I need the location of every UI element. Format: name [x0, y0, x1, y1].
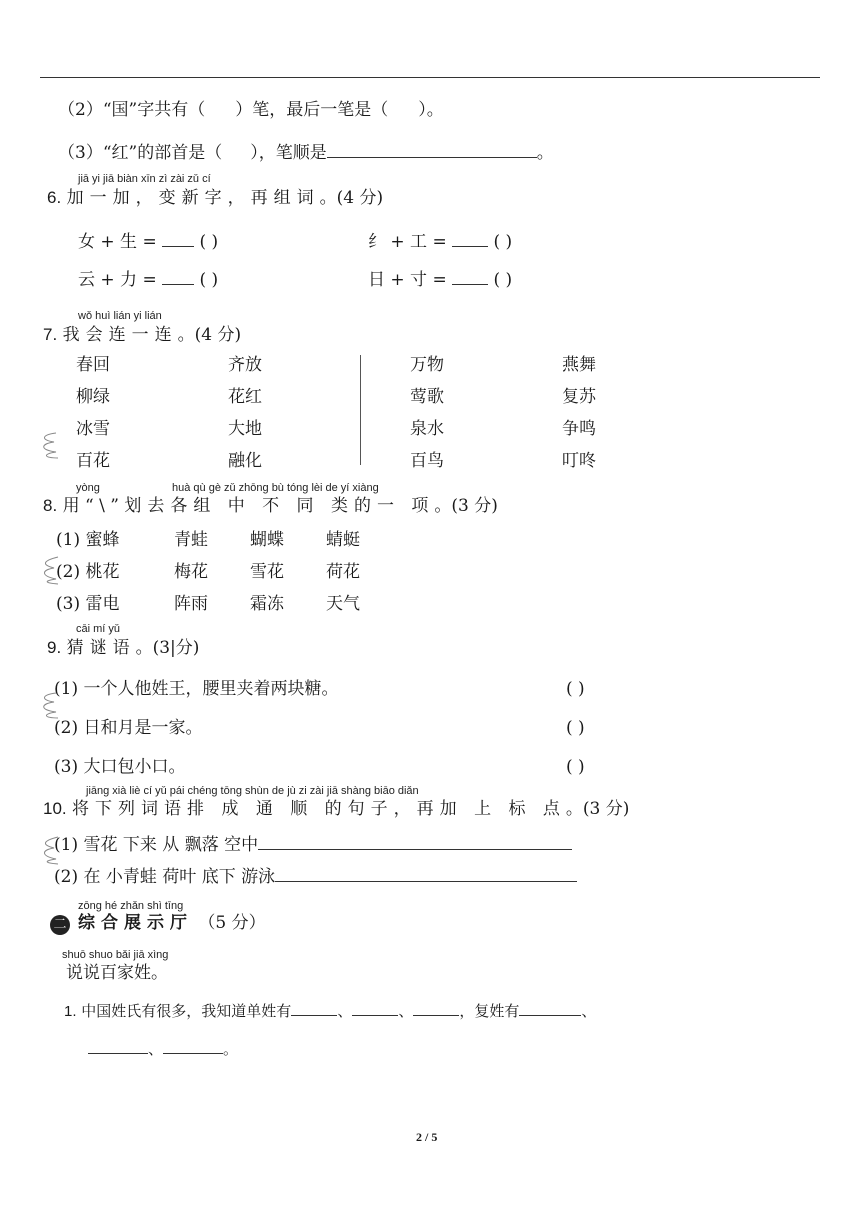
match-item[interactable]: 百鸟: [410, 451, 444, 471]
sub-q1: 1. 中国姓氏有很多，我知道单姓有 、 、 ，复姓有 、: [64, 999, 596, 1022]
option-item[interactable]: 阵雨: [174, 594, 208, 614]
q6-row-1-right: 纟 + 工 = ( ): [368, 232, 513, 252]
match-item[interactable]: 花红: [228, 387, 262, 407]
q6-pinyin: jiā yi jiā biàn xīn zì zài zǔ cí: [78, 173, 211, 185]
match-item[interactable]: 复苏: [562, 387, 596, 407]
match-item[interactable]: 百花: [76, 451, 110, 471]
q9-row-3: (3) 大口包小口。: [54, 757, 186, 777]
q9-row-1: (1) 一个人他姓王，腰里夹着两块糖。: [54, 679, 339, 699]
option-item[interactable]: 梅花: [174, 562, 208, 582]
section2-heading: 综合展示厅 （5 分）: [78, 913, 266, 933]
q8-pinyin-a: yòng: [76, 482, 100, 494]
option-item[interactable]: 蜻蜓: [326, 530, 360, 550]
option-item[interactable]: 天气: [326, 594, 360, 614]
match-item[interactable]: 大地: [228, 419, 262, 439]
q5-answer-blank[interactable]: [327, 141, 537, 158]
matching-divider: [360, 355, 361, 465]
margin-scribble-icon: [36, 690, 62, 720]
section2-pinyin: zōng hé zhǎn shì tīng: [78, 900, 184, 912]
match-item[interactable]: 融化: [228, 451, 262, 471]
compound-surname-blank[interactable]: [88, 1037, 148, 1054]
option-item[interactable]: 雪花: [250, 562, 284, 582]
option-item[interactable]: 荷花: [326, 562, 360, 582]
option-item[interactable]: 霜冻: [250, 594, 284, 614]
q8-row-2: [56, 562, 360, 582]
q10-heading: 10. 将下列词语排 成 通 顺 的句子，再加 上 标 点。(3 分): [43, 799, 630, 819]
match-item[interactable]: 泉水: [410, 419, 444, 439]
option-item[interactable]: (1) 蜜蜂: [56, 530, 120, 550]
q6-row-1-left: 女 + 生 = ( ): [78, 232, 219, 252]
q8-pinyin-b: huà qù gè zǔ zhōng bù tóng lèi de yí xiàng: [172, 482, 379, 494]
surname-blank[interactable]: [352, 999, 398, 1016]
q8-row-1: [56, 530, 360, 550]
q6-blank[interactable]: [452, 230, 488, 247]
q10-row-1: (1) 雪花 下来 从 飘落 空中: [54, 833, 572, 855]
q6-row-2-right: 日 + 寸 = ( ): [368, 270, 513, 290]
sub-pinyin: shuō shuo bǎi jiā xìng: [62, 949, 169, 961]
margin-scribble-icon: [36, 555, 62, 585]
q6-blank[interactable]: [162, 230, 194, 247]
q9-row-2: (2) 日和月是一家。: [54, 718, 203, 738]
match-item[interactable]: 万物: [410, 355, 444, 375]
sub-heading: 说说百家姓。: [66, 963, 168, 983]
compound-surname-blank[interactable]: [519, 999, 581, 1016]
surname-blank[interactable]: [413, 999, 459, 1016]
match-item[interactable]: 叮咚: [562, 451, 596, 471]
q10-row-2: (2) 在 小青蛙 荷叶 底下 游泳: [54, 865, 577, 887]
q8-row-3: [56, 594, 360, 614]
q8-heading: 8. 用 “ \ ” 划去各组 中 不 同 类的一 项。(3 分): [43, 496, 498, 516]
option-item[interactable]: 蝴蝶: [250, 530, 284, 550]
section-number-badge: 二: [50, 915, 70, 935]
q7-heading: 7. 我会连一连。(4 分): [43, 325, 242, 345]
q7-pinyin: wǒ huì lián yi lián: [78, 310, 162, 322]
margin-scribble-icon: [36, 835, 62, 865]
q6-blank[interactable]: [162, 268, 194, 285]
sentence-blank[interactable]: [258, 833, 572, 850]
option-item[interactable]: 青蛙: [174, 530, 208, 550]
match-item[interactable]: 柳绿: [76, 387, 110, 407]
q6-heading: 6. 加一加，变新字，再组词。(4 分): [47, 188, 384, 208]
q10-pinyin: jiāng xià liè cí yǔ pái chéng tōng shùn de jù zi zài jiā shàng biāo diǎn: [86, 785, 419, 797]
q6-row-2-left: 云 + 力 = ( ): [78, 270, 219, 290]
sentence-blank[interactable]: [275, 865, 577, 882]
q9-heading: 9. 猜谜语。(3|分): [47, 638, 200, 658]
page-number: 2 / 5: [416, 1130, 438, 1144]
option-item[interactable]: (3) 雷电: [56, 594, 120, 614]
match-item[interactable]: 争鸣: [562, 419, 596, 439]
q9-answer-2[interactable]: ( ): [566, 718, 585, 738]
header-rule: [40, 77, 820, 78]
q5-item2: （2）“国”字共有（ ）笔，最后一笔是（ ）。: [58, 100, 444, 120]
q5-item3: （3）“红”的部首是（ ），笔顺是 。: [58, 143, 554, 163]
match-item[interactable]: 冰雪: [76, 419, 110, 439]
q6-blank[interactable]: [452, 268, 488, 285]
q9-pinyin: cāi mí yǔ: [76, 623, 121, 635]
match-item[interactable]: 莺歌: [410, 387, 444, 407]
match-item[interactable]: 燕舞: [562, 355, 596, 375]
match-item[interactable]: 春回: [76, 355, 110, 375]
compound-surname-blank[interactable]: [163, 1037, 223, 1054]
surname-blank[interactable]: [291, 999, 337, 1016]
sub-q1-cont: 、 。: [88, 1037, 238, 1059]
q9-answer-1[interactable]: ( ): [566, 679, 585, 699]
option-item[interactable]: (2) 桃花: [56, 562, 120, 582]
margin-scribble-icon: [36, 430, 62, 460]
match-item[interactable]: 齐放: [228, 355, 262, 375]
q9-answer-3[interactable]: ( ): [566, 757, 585, 777]
